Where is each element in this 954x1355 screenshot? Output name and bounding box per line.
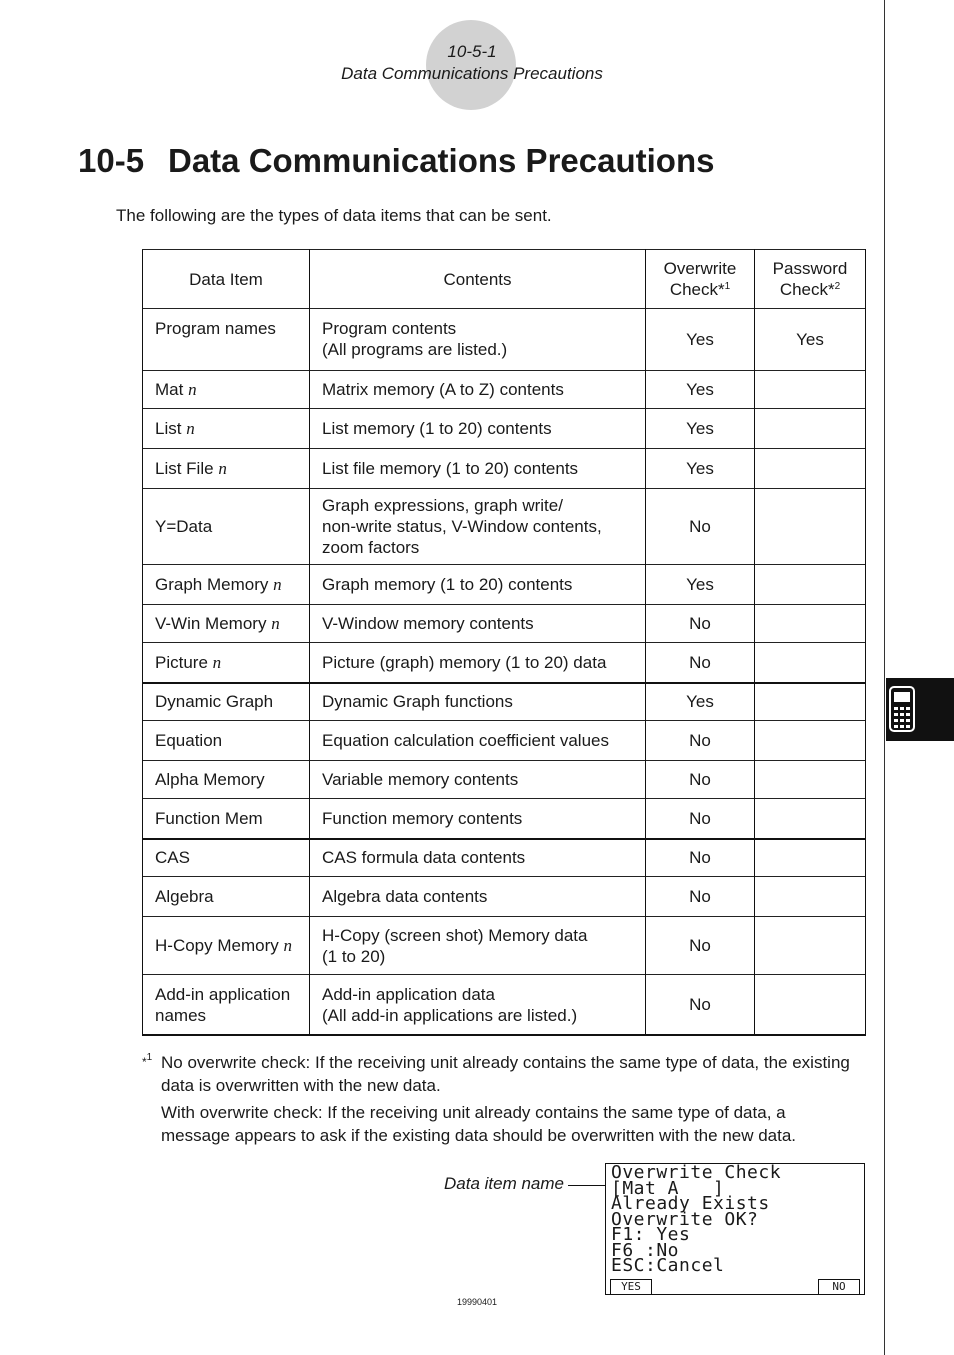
screen-text	[611, 1162, 782, 1276]
cell-overwrite-check: No	[646, 643, 755, 683]
contents-line: (All programs are listed.)	[322, 340, 508, 359]
cell-password-check	[755, 799, 866, 839]
data-item-name: Equation	[155, 731, 223, 750]
cell-data-item	[143, 449, 310, 489]
cell-overwrite-check: No	[646, 975, 755, 1035]
table-row	[143, 449, 866, 489]
header-section-title: Data Communications Precautions	[341, 64, 603, 83]
table-row	[143, 565, 866, 605]
contents-line: CAS formula data contents	[322, 848, 526, 868]
page-title	[78, 142, 714, 180]
cell-password-check	[755, 721, 866, 761]
header-contents: Contents	[310, 250, 646, 309]
footnote-ref-2: 2	[834, 281, 841, 292]
contents-line: Function memory contents	[322, 808, 523, 828]
contents-line: List memory (1 to 20) contents	[322, 419, 552, 438]
cell-overwrite-check: No	[646, 839, 755, 877]
header-password-line1: Password	[772, 259, 848, 278]
contents-line: Matrix memory (A to Z) contents	[322, 380, 564, 399]
table-row	[143, 839, 866, 877]
cell-password-check	[755, 761, 866, 799]
cell-overwrite-check: No	[646, 761, 755, 799]
contents-line: Program contents	[322, 319, 457, 338]
table-row	[143, 917, 866, 975]
page-edge-rule	[884, 0, 885, 1355]
cell-password-check	[755, 409, 866, 449]
header-overwrite-line1: Overwrite	[663, 259, 737, 278]
header-section-number: 10-5-1	[447, 42, 497, 61]
data-item-name: Program names	[155, 319, 276, 338]
cell-password-check	[755, 917, 866, 975]
footer-code: 19990401	[456, 1297, 498, 1307]
cell-contents	[310, 643, 646, 683]
table-header-row	[143, 250, 866, 309]
cell-overwrite-check: No	[646, 799, 755, 839]
cell-data-item	[143, 839, 310, 877]
title-text: Data Communications Precautions	[168, 142, 715, 179]
variable-n: n	[271, 614, 280, 633]
table-row	[143, 309, 866, 371]
cell-overwrite-check: Yes	[646, 449, 755, 489]
callout-leader-line	[568, 1185, 606, 1186]
screen-line: F1: Yes	[611, 1224, 691, 1245]
variable-n: n	[273, 575, 282, 594]
data-item-name: V-Win Memory	[155, 614, 267, 633]
footnote-block	[142, 1051, 852, 1151]
f1-yes-key: YES	[610, 1279, 652, 1294]
cell-data-item	[143, 309, 310, 371]
data-item-name: H-Copy Memory	[155, 936, 279, 955]
data-item-name: Function Mem	[155, 808, 263, 828]
cell-data-item	[143, 877, 310, 917]
cell-contents	[310, 371, 646, 409]
cell-overwrite-check: Yes	[646, 371, 755, 409]
data-item-name: List	[155, 419, 182, 438]
cell-data-item	[143, 761, 310, 799]
contents-line: Add-in application data	[322, 985, 495, 1004]
footnote-paragraph-1: No overwrite check: If the receiving unit already contains the same type of data, the existing data is overwritten with the new data.	[161, 1053, 850, 1095]
cell-contents	[310, 917, 646, 975]
screen-line: [Mat A ]	[611, 1177, 725, 1199]
cell-data-item	[143, 799, 310, 839]
cell-contents	[310, 565, 646, 605]
table-row	[143, 761, 866, 799]
header-overwrite-line2: Check*	[669, 280, 725, 299]
table-row	[143, 877, 866, 917]
contents-line: H-Copy (screen shot) Memory data	[322, 925, 588, 945]
contents-line: V-Window memory contents	[322, 614, 534, 633]
cell-contents	[310, 761, 646, 799]
data-item-name: Y=Data	[155, 517, 213, 536]
cell-contents	[310, 877, 646, 917]
intro-text: The following are the types of data items that can be sent.	[116, 206, 552, 225]
contents-line: Variable memory contents	[322, 770, 519, 789]
calculator-icon	[889, 686, 915, 732]
cell-contents	[310, 605, 646, 643]
variable-n: n	[212, 652, 222, 672]
cell-data-item	[143, 605, 310, 643]
data-item-name: Picture	[155, 652, 208, 672]
table-body	[143, 309, 866, 1035]
cell-overwrite-check: No	[646, 489, 755, 565]
table-row	[143, 409, 866, 449]
callout-label: Data item name	[444, 1174, 564, 1193]
data-item-name: Add-in application names	[155, 985, 291, 1025]
contents-line: Picture (graph) memory (1 to 20) data	[322, 652, 607, 672]
cell-contents	[310, 409, 646, 449]
cell-password-check	[755, 489, 866, 565]
variable-n: n	[188, 380, 197, 399]
data-item-name: List File	[155, 459, 214, 478]
cell-password-check	[755, 371, 866, 409]
cell-data-item	[143, 409, 310, 449]
cell-overwrite-check: Yes	[646, 309, 755, 371]
cell-data-item	[143, 721, 310, 761]
footnote-mark-number: 1	[146, 1052, 153, 1063]
screen-line: Already Exists	[611, 1193, 770, 1214]
cell-contents	[310, 721, 646, 761]
contents-line: Dynamic Graph functions	[322, 692, 513, 712]
screen-line: Overwrite Check	[611, 1162, 782, 1183]
screen-line: Overwrite OK?	[611, 1208, 759, 1230]
cell-contents	[310, 975, 646, 1035]
cell-overwrite-check: No	[646, 917, 755, 975]
contents-line: Graph expressions, graph write/	[322, 496, 563, 515]
cell-contents	[310, 839, 646, 877]
cell-password-check	[755, 643, 866, 683]
contents-line: (All add-in applications are listed.)	[322, 1006, 578, 1025]
cell-contents	[310, 449, 646, 489]
contents-line: zoom factors	[322, 538, 420, 557]
contents-line: (1 to 20)	[322, 946, 386, 966]
cell-overwrite-check: Yes	[646, 409, 755, 449]
table-row	[143, 683, 866, 721]
variable-n: n	[283, 936, 292, 955]
cell-password-check	[755, 877, 866, 917]
data-item-name: Mat	[155, 380, 184, 399]
data-item-name: CAS	[155, 848, 190, 868]
cell-data-item	[143, 683, 310, 721]
cell-contents	[310, 683, 646, 721]
table-row	[143, 975, 866, 1035]
cell-password-check	[755, 683, 866, 721]
cell-password-check	[755, 605, 866, 643]
cell-data-item	[143, 643, 310, 683]
cell-overwrite-check: Yes	[646, 683, 755, 721]
cell-password-check	[755, 975, 866, 1035]
data-item-name: Alpha Memory	[155, 770, 265, 789]
cell-data-item	[143, 975, 310, 1035]
header-password-line2: Check*	[779, 280, 835, 299]
data-item-name: Algebra	[155, 887, 214, 906]
title-number: 10-5	[78, 142, 145, 179]
cell-overwrite-check: Yes	[646, 565, 755, 605]
footnote-paragraph-2: With overwrite check: If the receiving unit already contains the same type of data, a message appears to ask if the existing data should be overwritten with the new data.	[161, 1103, 797, 1145]
footnote-mark: *$^1$	[142, 1052, 153, 1069]
contents-line: List file memory (1 to 20) contents	[322, 459, 579, 478]
table-row	[143, 799, 866, 839]
cell-data-item	[143, 917, 310, 975]
header-password-check	[755, 250, 866, 309]
cell-password-check	[755, 839, 866, 877]
cell-password-check	[755, 449, 866, 489]
table-row	[143, 371, 866, 409]
cell-data-item	[143, 565, 310, 605]
cell-password-check: Yes	[755, 309, 866, 371]
contents-line: Graph memory (1 to 20) contents	[322, 575, 573, 594]
screen-line: F6 :No	[611, 1239, 680, 1261]
header-data-item: Data Item	[143, 250, 310, 309]
contents-line: Equation calculation coefficient values	[322, 731, 609, 750]
cell-contents	[310, 799, 646, 839]
table-row	[143, 605, 866, 643]
cell-contents	[310, 309, 646, 371]
header-overwrite-check	[646, 250, 755, 309]
table-row	[143, 489, 866, 565]
cell-data-item	[143, 489, 310, 565]
data-item-name: Dynamic Graph	[155, 692, 274, 712]
cell-contents	[310, 489, 646, 565]
data-items-table	[142, 249, 866, 1036]
cell-overwrite-check: No	[646, 877, 755, 917]
table-row	[143, 721, 866, 761]
cell-password-check	[755, 565, 866, 605]
table-row	[143, 643, 866, 683]
contents-line: non-write status, V-Window contents,	[322, 517, 602, 536]
variable-n: n	[186, 419, 195, 438]
cell-overwrite-check: No	[646, 721, 755, 761]
footnote-ref-1: 1	[724, 281, 731, 292]
data-item-name: Graph Memory	[155, 575, 269, 594]
calculator-screen	[605, 1163, 865, 1295]
cell-data-item	[143, 371, 310, 409]
variable-n: n	[218, 459, 227, 478]
contents-line: Algebra data contents	[322, 887, 488, 906]
f6-no-key: NO	[818, 1279, 860, 1294]
screen-line: ESC:Cancel	[611, 1255, 725, 1276]
cell-overwrite-check: No	[646, 605, 755, 643]
